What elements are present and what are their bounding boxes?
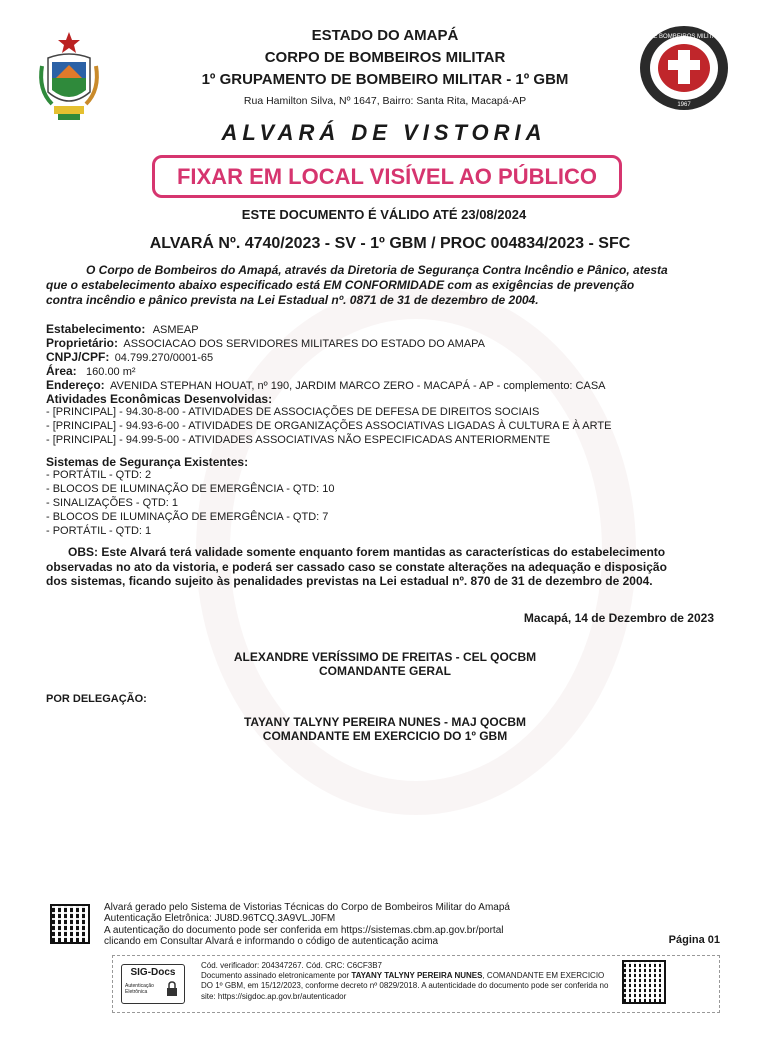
- estabelecimento-label: Estabelecimento:: [46, 322, 146, 336]
- stamp-text: FIXAR EM LOCAL VISÍVEL AO PÚBLICO: [176, 164, 598, 189]
- endereco-value: AVENIDA STEPHAN HOUAT, nº 190, JARDIM MARCO ZERO - MACAPÁ - AP - complemento: CASA: [110, 380, 606, 392]
- area-value: 160.00 m²: [86, 366, 136, 378]
- lock-icon: [166, 981, 178, 997]
- atividade-item: - [PRINCIPAL] - 94.99-5-00 - ATIVIDADES ASSOCIATIVAS NÃO ESPECIFICADAS ANTERIORMENTE: [46, 434, 551, 446]
- fire-brigade-seal-icon: [625, 24, 743, 112]
- seal-year: 1967: [677, 102, 691, 108]
- proprietario-label: Proprietário:: [46, 336, 119, 350]
- footer-line-3: A autenticação do documento pode ser conferida em https://sistemas.cbm.ap.gov.br/portal: [104, 924, 504, 936]
- sistemas-heading: Sistemas de Segurança Existentes:: [46, 455, 249, 469]
- sigdoc-site-line: site: https://sigdoc.ap.gov.br/autenticador: [201, 991, 347, 1001]
- footer-text: [104, 902, 510, 948]
- field-endereco: [46, 378, 606, 392]
- signer2-role: COMANDANTE EM EXERCICIO DO 1º GBM: [262, 729, 508, 743]
- sigdoc-signature-line: [201, 971, 608, 981]
- issue-date: Macapá, 14 de Dezembro de 2023: [523, 611, 714, 625]
- public-display-stamp: [152, 155, 622, 198]
- obs-line-1: OBS: Este Alvará terá validade somente enquanto forem mantidas as características do estabelecimento: [68, 545, 666, 559]
- intro-line-1: O Corpo de Bombeiros do Amapá, através da Diretoria de Segurança Contra Incêndio e Pânico, atesta: [86, 263, 668, 277]
- proprietario-value: ASSOCIACAO DOS SERVIDORES MILITARES DO ESTADO DO AMAPA: [123, 338, 486, 350]
- signer2-name: TAYANY TALYNY PEREIRA NUNES - MAJ QOCBM: [243, 715, 527, 729]
- field-estabelecimento: [46, 322, 199, 336]
- header-address: Rua Hamilton Silva, Nº 1647, Bairro: Santa Rita, Macapá-AP: [243, 95, 527, 107]
- sigdoc-signer-name: TAYANY TALYNY PEREIRA NUNES: [351, 971, 483, 981]
- delegation-label: POR DELEGAÇÃO:: [46, 693, 147, 705]
- footer-line-1: Alvará gerado pelo Sistema de Vistorias Técnicas do Corpo de Bombeiros Militar do Amapá: [104, 902, 510, 913]
- sigdoc-text: [201, 961, 608, 1002]
- cnpj-label: CNPJ/CPF:: [46, 350, 110, 364]
- atividades-heading: Atividades Econômicas Desenvolvidas:: [46, 392, 273, 406]
- sistema-item: - PORTÁTIL - QTD: 1: [46, 525, 152, 537]
- sistema-item: - PORTÁTIL - QTD: 2: [46, 469, 152, 481]
- atividade-item: - [PRINCIPAL] - 94.30-8-00 - ATIVIDADES DE ASSOCIAÇÕES DE DEFESA DE DIREITOS SOCIAIS: [46, 406, 540, 418]
- state-coat-of-arms-icon: [40, 30, 98, 122]
- header-corps: CORPO DE BOMBEIROS MILITAR: [264, 49, 506, 66]
- field-area: [46, 364, 136, 378]
- header-state: ESTADO DO AMAPÁ: [311, 27, 459, 44]
- document-title: ALVARÁ DE VISTORIA: [221, 120, 547, 145]
- seal-ring-text: CORPO DE BOMBEIROS MILITAR AMAPÁ: [625, 34, 743, 40]
- atividade-item: - [PRINCIPAL] - 94.93-6-00 - ATIVIDADES DE ORGANIZAÇÕES ASSOCIATIVAS LIGADAS À CULTURA E À ARTE: [46, 420, 612, 432]
- signer1-name: ALEXANDRE VERÍSSIMO DE FREITAS - CEL QOCBM: [233, 650, 537, 664]
- sigdoc-logo-text: SIG-Docs: [130, 967, 176, 978]
- obs-line-3: dos sistemas, ficando sujeito às penalidades previstas na Lei estadual nº. 870 de 31 de dezembro de 2004.: [46, 574, 653, 588]
- validity-notice: ESTE DOCUMENTO É VÁLIDO ATÉ 23/08/2024: [241, 207, 527, 222]
- sigdoc-signature-suffix: , COMANDANTE EM EXERCICIO: [482, 971, 605, 981]
- endereco-label: Endereço:: [46, 378, 105, 392]
- footer-qr-code-icon: [50, 904, 90, 944]
- header-gbm: 1º GRUPAMENTO DE BOMBEIRO MILITAR - 1º GBM: [201, 71, 569, 88]
- sistema-item: - SINALIZAÇÕES - QTD: 1: [46, 497, 179, 509]
- footer-line-4: clicando em Consultar Alvará e informando o código de autenticação acima: [104, 936, 439, 948]
- obs-paragraph: [46, 545, 726, 589]
- sigdoc-decree-line: DO 1º GBM, em 15/12/2023, conforme decreto nº 0829/2018. A autenticidade do documento pode ser conferida no: [201, 981, 609, 991]
- sigdoc-code-line: Cód. verificador: 204347267. Cód. CRC: C6CF3B7: [201, 961, 382, 970]
- field-proprietario: [46, 336, 485, 350]
- intro-line-2: que o estabelecimento abaixo especificado está EM CONFORMIDADE com as exigências de prevenção: [46, 278, 635, 292]
- sigdoc-logo-subtitle: Autenticação Eletrônica: [125, 983, 154, 995]
- alvara-number: ALVARÁ Nº. 4740/2023 - SV - 1º GBM / PROC 004834/2023 - SFC: [149, 235, 631, 252]
- sigdoc-logo: [121, 964, 185, 1004]
- field-cnpj: [46, 350, 213, 364]
- sigdoc-qr-code-icon: [622, 960, 666, 1004]
- intro-line-3: contra incêndio e pânico prevista na Lei Estadual nº. 0871 de 31 de dezembro de 2004.: [46, 293, 539, 307]
- page-number: Página 01: [668, 934, 720, 946]
- estabelecimento-value: ASMEAP: [152, 324, 199, 336]
- intro-paragraph: [46, 263, 716, 308]
- obs-line-2: observadas no ato da vistoria, e poderá ser cassado caso se constate alterações na adequação e disposição: [46, 559, 667, 574]
- area-label: Área:: [46, 364, 77, 378]
- sistema-item: - BLOCOS DE ILUMINAÇÃO DE EMERGÊNCIA - QTD: 7: [46, 511, 329, 523]
- signer1-role: COMANDANTE GERAL: [319, 664, 451, 678]
- sigdoc-signature-prefix: Documento assinado eletronicamente por: [201, 971, 352, 981]
- cnpj-value: 04.799.270/0001-65: [114, 352, 214, 364]
- footer-line-2: Autenticação Eletrônica: JU8D.96TCQ.3A9VL.J0FM: [104, 913, 336, 925]
- sistema-item: - BLOCOS DE ILUMINAÇÃO DE EMERGÊNCIA - QTD: 10: [46, 483, 335, 495]
